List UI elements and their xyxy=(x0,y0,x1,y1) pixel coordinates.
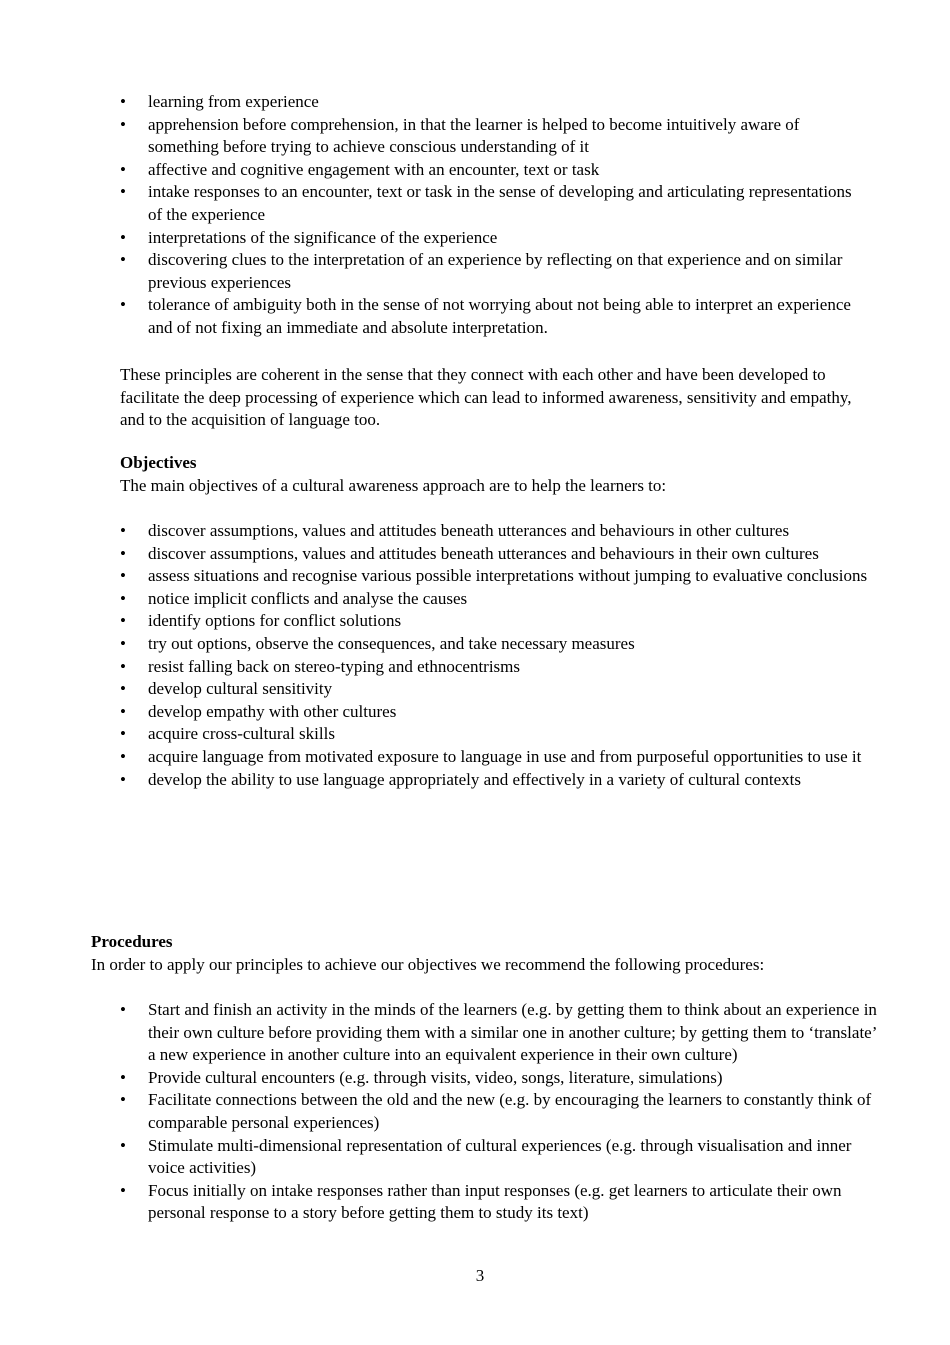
list-item xyxy=(120,114,870,159)
list-item xyxy=(120,633,880,656)
list-item-text: develop the ability to use language appropriately and effectively in a variety of cultural contexts xyxy=(148,769,802,789)
list-item xyxy=(120,746,880,769)
list-item-text: assess situations and recognise various possible interpretations without jumping to evaluative conclusions xyxy=(148,566,868,586)
list-item-text: intake responses to an encounter, text or task in the sense of developing and articulating representations of the experience xyxy=(148,182,852,224)
list-item-text: interpretations of the significance of the experience xyxy=(148,227,498,247)
list-item xyxy=(120,181,870,226)
list-item-text: develop cultural sensitivity xyxy=(148,679,333,699)
bullet-icon: • xyxy=(120,566,126,586)
list-item-text: learning from experience xyxy=(148,92,319,111)
list-item xyxy=(120,656,880,679)
bullet-icon: • xyxy=(120,611,126,631)
list-item-text: affective and cognitive engagement with an encounter, text or task xyxy=(148,159,600,179)
list-item-text: Stimulate multi-dimensional representation of cultural experiences (e.g. through visualisation and inner voice activities) xyxy=(148,1135,852,1178)
list-item-text: identify options for conflict solutions xyxy=(148,611,402,631)
bullet-icon: • xyxy=(120,92,126,111)
coherence-paragraph: These principles are coherent in the sense that they connect with each other and have been developed to facilitate the deep processing of experience which can lead to informed awareness, sensitivity and empathy, and to the acquisition of language too. xyxy=(120,365,852,430)
bullet-icon: • xyxy=(120,701,126,721)
objectives-list xyxy=(120,520,880,791)
bullet-icon: • xyxy=(120,769,126,789)
bullet-icon: • xyxy=(120,521,126,540)
principles-list xyxy=(120,91,870,340)
list-item xyxy=(120,678,880,701)
bullet-icon: • xyxy=(120,656,126,676)
list-item xyxy=(120,91,870,114)
list-item xyxy=(120,159,870,182)
bullet-icon: • xyxy=(120,724,126,744)
list-item xyxy=(120,520,880,543)
list-item-text: tolerance of ambiguity both in the sense of not worrying about not being able to interpret an experience and of not fixing an immediate and absolute interpretation. xyxy=(148,295,851,337)
list-item-text: discover assumptions, values and attitudes beneath utterances and behaviours in their own cultures xyxy=(148,543,819,563)
bullet-icon: • xyxy=(120,543,126,563)
bullet-icon: • xyxy=(120,746,126,766)
bullet-icon: • xyxy=(120,679,126,699)
objectives-heading: Objectives xyxy=(120,453,197,472)
bullet-icon: • xyxy=(120,1090,126,1110)
bullet-icon: • xyxy=(120,114,126,134)
bullet-icon: • xyxy=(120,182,126,202)
list-item xyxy=(120,723,880,746)
list-item xyxy=(120,701,880,724)
list-item-text: Focus initially on intake responses rather than input responses (e.g. get learners to articulate their own personal response to a story before getting them to study its text) xyxy=(148,1180,842,1223)
bullet-icon: • xyxy=(120,1000,126,1019)
list-item-text: try out options, observe the consequences, and take necessary measures xyxy=(148,633,635,653)
list-item-text: apprehension before comprehension, in that the learner is helped to become intuitively aware of something before trying to achieve conscious understanding of it xyxy=(148,114,800,157)
bullet-icon: • xyxy=(120,159,126,179)
list-item xyxy=(120,249,870,294)
list-item-text: notice implicit conflicts and analyse the causes xyxy=(148,588,468,608)
bullet-icon: • xyxy=(120,1180,126,1200)
list-item xyxy=(120,769,880,792)
procedures-list xyxy=(120,999,880,1225)
bullet-icon: • xyxy=(120,250,126,270)
bullet-icon: • xyxy=(120,588,126,608)
list-item xyxy=(120,999,880,1067)
list-item-text: Provide cultural encounters (e.g. through visits, video, songs, literature, simulations) xyxy=(148,1067,723,1087)
list-item xyxy=(120,227,870,250)
bullet-icon: • xyxy=(120,227,126,247)
list-item-text: resist falling back on stereo-typing and ethnocentrisms xyxy=(148,656,521,676)
bullet-icon: • xyxy=(120,1067,126,1087)
objectives-intro: The main objectives of a cultural awareness approach are to help the learners to: xyxy=(120,476,667,495)
list-item xyxy=(120,543,880,566)
list-item-text: Facilitate connections between the old and the new (e.g. by encouraging the learners to constantly think of comparable personal experiences) xyxy=(148,1090,872,1132)
list-item xyxy=(120,1089,880,1134)
procedures-heading: Procedures xyxy=(91,932,173,951)
list-item xyxy=(120,1067,880,1090)
bullet-icon: • xyxy=(120,1135,126,1155)
list-item xyxy=(120,588,880,611)
procedures-intro: In order to apply our principles to achieve our objectives we recommend the following procedures: xyxy=(91,955,765,974)
list-item-text: Start and finish an activity in the minds of the learners (e.g. by getting them to think about an experience in their own culture before providing them with a similar one in another culture; by getting them to ‘translate’ a new experience in another culture into an equivalent experience in their own culture) xyxy=(148,1000,877,1065)
list-item xyxy=(120,294,870,339)
list-item-text: discovering clues to the interpretation of an experience by reflecting on that experience and on similar previous experiences xyxy=(148,250,843,292)
list-item-text: develop empathy with other cultures xyxy=(148,701,397,721)
list-item-text: discover assumptions, values and attitudes beneath utterances and behaviours in other cultures xyxy=(148,521,790,540)
bullet-icon: • xyxy=(120,295,126,315)
list-item-text: acquire cross-cultural skills xyxy=(148,724,335,744)
page-number: 3 xyxy=(475,1266,485,1285)
list-item xyxy=(120,1180,880,1225)
list-item xyxy=(120,610,880,633)
list-item xyxy=(120,1135,880,1180)
list-item xyxy=(120,565,880,588)
list-item-text: acquire language from motivated exposure to language in use and from purposeful opportunities to use it xyxy=(148,746,862,766)
bullet-icon: • xyxy=(120,633,126,653)
